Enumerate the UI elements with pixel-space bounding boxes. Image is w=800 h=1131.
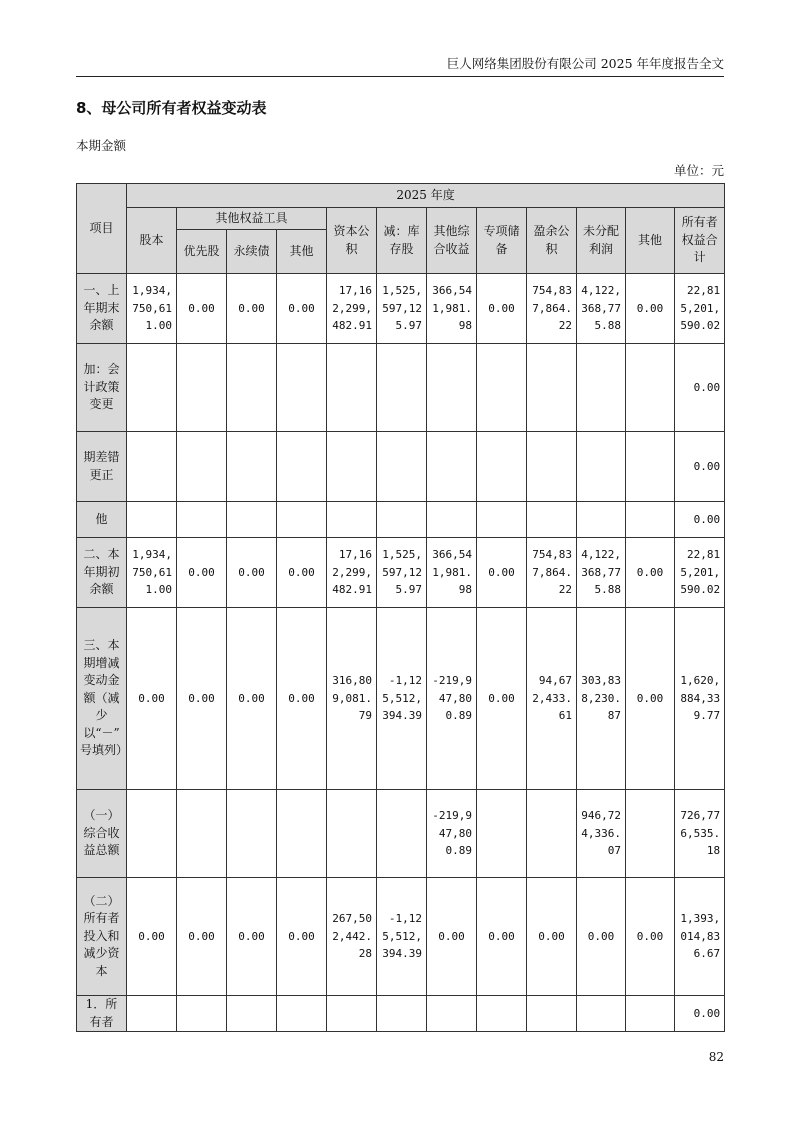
table-cell (327, 502, 377, 538)
table-cell (626, 344, 675, 432)
table-cell: 1,934,750,611.00 (127, 538, 177, 608)
table-cell (177, 996, 227, 1032)
table-cell (327, 344, 377, 432)
table-cell (377, 344, 427, 432)
table-cell (227, 344, 277, 432)
table-cell: -1,125,512,394.39 (377, 608, 427, 790)
table-cell: 1,525,597,125.97 (377, 538, 427, 608)
table-cell (527, 996, 577, 1032)
table-cell (527, 790, 577, 878)
table-cell: 1,620,884,339.77 (675, 608, 725, 790)
table-cell: 0.00 (477, 538, 527, 608)
table-cell (127, 790, 177, 878)
table-cell (626, 790, 675, 878)
row-label: 他 (77, 502, 127, 538)
table-cell (626, 502, 675, 538)
table-cell: 0.00 (675, 996, 725, 1032)
table-cell: 0.00 (227, 538, 277, 608)
table-cell: 0.00 (577, 878, 626, 996)
section-title: 8、母公司所有者权益变动表 (76, 99, 267, 117)
table-cell (277, 790, 327, 878)
table-cell (177, 344, 227, 432)
table-row (77, 538, 725, 608)
table-cell (127, 344, 177, 432)
header-other: 其他 (626, 208, 675, 274)
header-special-reserve: 专项储备 (477, 208, 527, 274)
table-cell (427, 996, 477, 1032)
table-cell (327, 790, 377, 878)
table-cell: 17,162,299,482.91 (327, 274, 377, 344)
table-cell: 0.00 (177, 274, 227, 344)
header-other-tools: 其他 (277, 230, 327, 274)
table-cell: 754,837,864.22 (527, 274, 577, 344)
table-cell: 4,122,368,775.88 (577, 274, 626, 344)
table-cell: 0.00 (177, 608, 227, 790)
table-cell (477, 502, 527, 538)
row-label: 期差错更正 (77, 432, 127, 502)
row-label: （一）综合收益总额 (77, 790, 127, 878)
table-row (77, 274, 725, 344)
table-cell (277, 344, 327, 432)
table-cell (127, 432, 177, 502)
table-cell: 0.00 (675, 432, 725, 502)
header-oci: 其他综合收益 (427, 208, 477, 274)
table-cell: 0.00 (477, 878, 527, 996)
table-cell (127, 502, 177, 538)
table-cell: 22,815,201,590.02 (675, 538, 725, 608)
table-cell (227, 502, 277, 538)
table-cell: 0.00 (626, 538, 675, 608)
table-cell: 1,525,597,125.97 (377, 274, 427, 344)
table-cell (527, 432, 577, 502)
table-cell (277, 996, 327, 1032)
table-cell: 0.00 (626, 608, 675, 790)
table-cell (577, 502, 626, 538)
table-cell: 22,815,201,590.02 (675, 274, 725, 344)
table-cell: 0.00 (177, 878, 227, 996)
table-cell: 0.00 (626, 274, 675, 344)
table-cell (177, 502, 227, 538)
table-cell (477, 432, 527, 502)
table-cell: 366,541,981.98 (427, 274, 477, 344)
table-cell (277, 432, 327, 502)
table-cell: 0.00 (427, 878, 477, 996)
page-number: 82 (708, 1050, 724, 1064)
table-row (77, 608, 725, 790)
table-row (77, 502, 725, 538)
table-cell: 0.00 (277, 274, 327, 344)
table-cell (527, 344, 577, 432)
row-label: （二）所有者投入和减少资本 (77, 878, 127, 996)
table-cell (427, 502, 477, 538)
table-cell (377, 790, 427, 878)
header-capital-reserve: 资本公积 (327, 208, 377, 274)
table-cell: -1,125,512,394.39 (377, 878, 427, 996)
table-row (77, 432, 725, 502)
table-cell (477, 790, 527, 878)
row-label: 二、本年期初余额 (77, 538, 127, 608)
table-cell: 0.00 (127, 878, 177, 996)
table-cell: 0.00 (675, 502, 725, 538)
row-label: 加：会计政策变更 (77, 344, 127, 432)
table-cell: 0.00 (527, 878, 577, 996)
table-cell: 0.00 (626, 878, 675, 996)
table-cell (127, 996, 177, 1032)
row-label: 1．所有者 (77, 996, 127, 1032)
table-cell: 0.00 (675, 344, 725, 432)
row-label: 三、本期增减变动金额（减少以“－”号填列） (77, 608, 127, 790)
header-total-equity: 所有者权益合计 (675, 208, 725, 274)
table-cell (177, 432, 227, 502)
table-cell: 0.00 (277, 608, 327, 790)
header-year: 2025 年度 (127, 184, 725, 208)
header-other-equity-tools: 其他权益工具 (177, 208, 327, 230)
table-cell (577, 344, 626, 432)
table-cell (527, 502, 577, 538)
table-cell (626, 432, 675, 502)
unit-label: 单位：元 (673, 163, 724, 178)
header-item: 项目 (77, 184, 127, 274)
table-cell: 267,502,442.28 (327, 878, 377, 996)
table-cell: 0.00 (477, 274, 527, 344)
table-cell: 1,934,750,611.00 (127, 274, 177, 344)
table-row (77, 878, 725, 996)
table-cell: -219,947,800.89 (427, 608, 477, 790)
table-cell: 17,162,299,482.91 (327, 538, 377, 608)
table-cell: 0.00 (177, 538, 227, 608)
table-cell (227, 432, 277, 502)
table-cell: 0.00 (277, 538, 327, 608)
header-perpetual-bond: 永续债 (227, 230, 277, 274)
table-row (77, 996, 725, 1032)
header-surplus-reserve: 盈余公积 (527, 208, 577, 274)
table-cell (477, 996, 527, 1032)
table-cell: 0.00 (227, 274, 277, 344)
table-cell: 316,809,081.79 (327, 608, 377, 790)
table-cell (377, 502, 427, 538)
table-cell (427, 432, 477, 502)
table-cell: 0.00 (227, 878, 277, 996)
table-cell: 754,837,864.22 (527, 538, 577, 608)
header-treasury-stock: 减：库存股 (377, 208, 427, 274)
page-header: 巨人网络集团股份有限公司 2025 年年度报告全文 (76, 54, 724, 77)
row-label: 一、上年期末余额 (77, 274, 127, 344)
table-cell (377, 996, 427, 1032)
table-cell (577, 432, 626, 502)
table-cell (626, 996, 675, 1032)
header-share-capital: 股本 (127, 208, 177, 274)
table-cell (377, 432, 427, 502)
table-cell: 0.00 (277, 878, 327, 996)
table-cell (427, 344, 477, 432)
table-cell: 94,672,433.61 (527, 608, 577, 790)
header-undistributed-profit: 未分配利润 (577, 208, 626, 274)
table-cell: 4,122,368,775.88 (577, 538, 626, 608)
table-cell: 1,393,014,836.67 (675, 878, 725, 996)
table-row (77, 344, 725, 432)
table-row (77, 790, 725, 878)
table-cell (227, 996, 277, 1032)
header-preferred-stock: 优先股 (177, 230, 227, 274)
section-subtitle: 本期金额 (76, 138, 127, 153)
table-cell: 366,541,981.98 (427, 538, 477, 608)
table-cell: -219,947,800.89 (427, 790, 477, 878)
table-cell (327, 996, 377, 1032)
table-cell (277, 502, 327, 538)
table-cell (177, 790, 227, 878)
table-cell (577, 996, 626, 1032)
table-cell: 0.00 (477, 608, 527, 790)
table-cell: 726,776,535.18 (675, 790, 725, 878)
equity-change-table (76, 183, 725, 1032)
table-cell: 0.00 (227, 608, 277, 790)
table-cell (477, 344, 527, 432)
table-cell: 303,838,230.87 (577, 608, 626, 790)
table-cell: 946,724,336.07 (577, 790, 626, 878)
table-cell (327, 432, 377, 502)
table-cell (227, 790, 277, 878)
table-cell: 0.00 (127, 608, 177, 790)
